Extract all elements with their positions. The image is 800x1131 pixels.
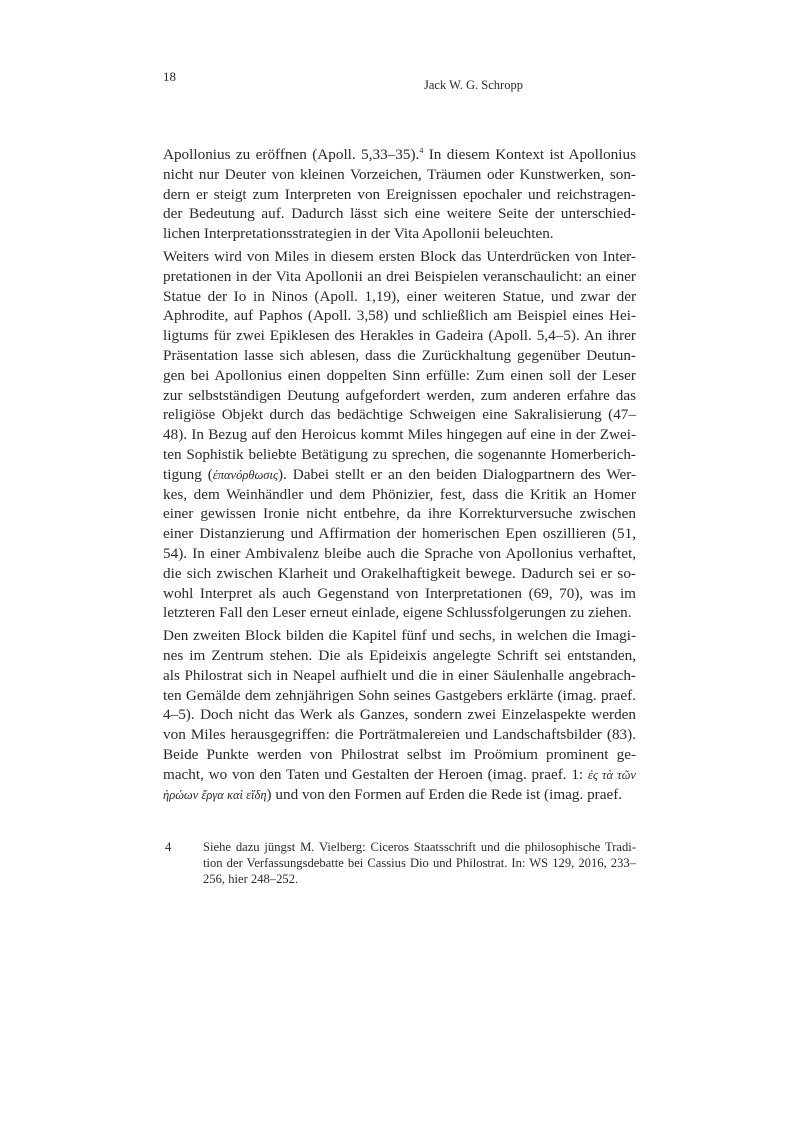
text-line	[163, 185, 636, 205]
text-line	[163, 564, 636, 584]
footnote-number: 4	[165, 840, 172, 854]
text-line	[163, 445, 636, 465]
text-line	[163, 686, 636, 706]
footnote-line: 256, hier 248–252.	[203, 872, 299, 886]
text-line	[163, 165, 636, 185]
footnote-line: tion der Verfassungsdebatte bei Cassius Dio und Philostrat. In: WS 129, 2016, 233–	[203, 856, 636, 870]
greek-text: ἐς τὰ τῶν	[587, 767, 636, 782]
footnote-line: Siehe dazu jüngst M. Vielberg: Ciceros Staatsschrift und die philosophische Tradi-	[203, 840, 636, 854]
text-segment: Aphrodite, auf Paphos (Apoll. 3,58) und schließlich am Beispiel eines Hei-	[163, 307, 636, 325]
text-segment: ligtums für zwei Epiklesen des Herakles in Gadeira (Apoll. 5,4–5). An ihrer	[163, 327, 636, 345]
text-line	[163, 224, 636, 244]
text-segment: ). Dabei stellt er an den beiden Dialogpartnern des Wer-	[278, 465, 637, 483]
text-line	[163, 504, 636, 524]
running-head: Jack W. G. Schropp	[424, 78, 523, 92]
page-number: 18	[163, 69, 176, 84]
text-segment: lichen Interpretationsstrategien in der Vita Apollonii beleuchten.	[163, 225, 554, 243]
text-line	[163, 306, 636, 326]
text-line	[163, 745, 636, 765]
text-segment: Statue der Io in Ninos (Apoll. 1,19), einer weiteren Statue, und zwar der	[163, 287, 636, 305]
text-segment: wohl Interpret als auch Gegenstand von Interpretationen (69, 70), was im	[163, 584, 636, 602]
text-line	[163, 524, 636, 544]
text-line	[163, 326, 636, 346]
paragraph	[163, 247, 636, 623]
text-line	[163, 485, 636, 505]
text-segment: 4–5). Doch nicht das Werk als Ganzes, sondern zwei Einzelaspekte werden	[163, 706, 636, 724]
paragraph	[163, 145, 636, 244]
text-segment: zur selbstständigen Deutung aufgefordert werden, zum anderen erfahre das	[163, 386, 636, 404]
greek-text: ἐπανόρθωσις	[212, 467, 279, 482]
text-line	[163, 405, 636, 425]
footnote-text	[203, 839, 636, 887]
text-segment: 54). In einer Ambivalenz bleibe auch die Sprache von Apollonius verhaftet,	[163, 544, 636, 562]
text-segment: ten Sophistik beliebte Betätigung zu sprechen, die sogenannte Homerberich-	[163, 445, 636, 463]
text-segment: letzteren Fall den Leser erneut einlade, eigene Schlussfolgerungen zu ziehen.	[163, 604, 632, 622]
text-segment: als Philostrat sich in Neapel aufhielt und die in einer Säulenhalle angebrach-	[163, 666, 636, 684]
text-segment: dern er steigt zum Interpreten von Ereignissen epochaler und reichstragen-	[163, 185, 636, 203]
text-line	[163, 346, 636, 366]
text-line	[163, 366, 636, 386]
text-line	[163, 705, 636, 725]
text-segment: 48). In Bezug auf den Heroicus kommt Miles hingegen auf eine in der Zwei-	[163, 426, 636, 444]
text-segment: der Bedeutung auf. Dadurch lässt sich eine weitere Seite der unterschied-	[163, 205, 636, 223]
text-line	[163, 765, 636, 785]
text-segment: macht, wo von den Taten und Gestalten der Heroen (imag. praef. 1:	[163, 765, 588, 783]
text-line	[163, 425, 636, 445]
text-segment: gen bei Apollonius einen doppelten Sinn erfülle: Zum einen soll der Leser	[163, 366, 636, 384]
text-line	[163, 603, 636, 623]
text-segment: nes im Zentrum stehen. Die als Epideixis angelegte Schrift sei entstanden,	[163, 646, 636, 664]
text-segment: pretationen in der Vita Apollonii an drei Beispielen veranschaulicht: an einer	[163, 267, 636, 285]
text-line	[163, 544, 636, 564]
text-line	[163, 584, 636, 604]
text-line	[163, 204, 636, 224]
text-line	[163, 465, 636, 485]
text-segment: In diesem Kontext ist Apollonius	[423, 146, 636, 163]
greek-text: ἡρώων ἔργα καὶ εἴδη	[163, 787, 267, 802]
text-segment: religiöse Objekt durch das bedächtige Schweigen eine Sakralisierung (47–	[163, 406, 636, 424]
text-segment: Weiters wird von Miles in diesem ersten Block das Unterdrücken von Inter-	[163, 247, 636, 265]
footnote-reference: 4	[419, 146, 424, 155]
text-line	[163, 247, 636, 267]
body-text	[163, 145, 636, 804]
text-line	[163, 145, 636, 165]
paragraph	[163, 626, 636, 804]
text-line	[163, 725, 636, 745]
text-segment: Apollonius zu eröffnen (Apoll. 5,33–35).	[163, 146, 420, 163]
text-segment: ten Gemälde dem zehnjährigen Sohn seines Gastgebers erklärte (imag. praef.	[163, 686, 636, 704]
text-segment: Präsentation lasse sich ablesen, dass die Zurückhaltung gegenüber Deutun-	[163, 346, 636, 364]
text-segment: einer gewissen Ironie nicht entbehre, da ihre Korrekturversuche zwischen	[163, 505, 636, 523]
text-segment: ) und von den Formen auf Erden die Rede ist (imag. praef.	[266, 785, 623, 803]
text-segment: die sich zwischen Klarheit und Orakelhaftigkeit bewege. Dadurch sei er so-	[163, 564, 636, 582]
text-line	[163, 287, 636, 307]
text-segment: nicht nur Deuter von kleinen Vorzeichen, Träumen oder Kunstwerken, son-	[163, 165, 636, 183]
footnote	[163, 839, 636, 887]
text-line	[163, 646, 636, 666]
text-segment: einer Distanzierung und Affirmation der homerischen Epen oszillieren (51,	[163, 525, 636, 543]
text-line	[163, 785, 636, 805]
text-line	[163, 386, 636, 406]
text-segment: kes, dem Weinhändler und dem Phönizier, fest, dass die Kritik an Homer	[163, 485, 636, 503]
text-line	[163, 267, 636, 287]
text-segment: von Miles herausgegriffen: die Porträtmalereien und Landschaftsbilder (83).	[163, 726, 636, 744]
text-line	[163, 666, 636, 686]
text-segment: Beide Punkte werden von Philostrat selbst im Proömium prominent ge-	[163, 745, 636, 763]
text-segment: tigung (	[163, 465, 213, 483]
text-line	[163, 626, 636, 646]
text-segment: Den zweiten Block bilden die Kapitel fünf und sechs, in welchen die Imagi-	[163, 627, 636, 645]
